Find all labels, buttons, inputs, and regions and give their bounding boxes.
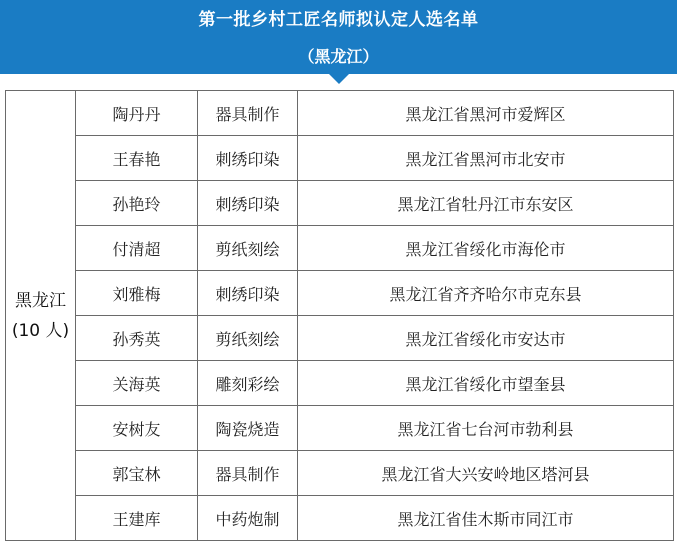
table-row [6,181,674,226]
craft-category-cell: 刺绣印染 [198,136,298,181]
location-cell: 黑龙江省七台河市勃利县 [298,406,674,451]
banner-pointer-icon [329,74,349,84]
craft-category-cell: 剪纸刻绘 [198,316,298,361]
location-cell: 黑龙江省大兴安岭地区塔河县 [298,451,674,496]
location-cell: 黑龙江省绥化市安达市 [298,316,674,361]
location-cell: 黑龙江省牡丹江市东安区 [298,181,674,226]
table-row [6,226,674,271]
person-name-cell: 关海英 [76,361,198,406]
candidate-table-body [6,91,674,541]
location-cell: 黑龙江省黑河市爱辉区 [298,91,674,136]
craft-category-cell: 刺绣印染 [198,181,298,226]
header-banner [0,0,677,74]
craft-category-cell: 陶瓷烧造 [198,406,298,451]
table-row [6,496,674,541]
location-cell: 黑龙江省黑河市北安市 [298,136,674,181]
table-row [6,91,674,136]
craft-category-cell: 器具制作 [198,91,298,136]
candidate-table [5,90,674,541]
craft-category-cell: 雕刻彩绘 [198,361,298,406]
table-row [6,361,674,406]
person-name-cell: 安树友 [76,406,198,451]
page-subtitle: （黑龙江） [298,47,379,66]
page-title: 第一批乡村工匠名师拟认定人选名单 [198,10,479,30]
craft-category-cell: 刺绣印染 [198,271,298,316]
person-name-cell: 陶丹丹 [76,91,198,136]
location-cell: 黑龙江省齐齐哈尔市克东县 [298,271,674,316]
location-cell: 黑龙江省绥化市海伦市 [298,226,674,271]
person-name-cell: 孙秀英 [76,316,198,361]
person-name-cell: 王春艳 [76,136,198,181]
person-name-cell: 王建库 [76,496,198,541]
person-name-cell: 孙艳玲 [76,181,198,226]
table-row [6,451,674,496]
craft-category-cell: 剪纸刻绘 [198,226,298,271]
person-name-cell: 郭宝林 [76,451,198,496]
location-cell: 黑龙江省绥化市望奎县 [298,361,674,406]
region-cell [6,91,76,541]
location-cell: 黑龙江省佳木斯市同江市 [298,496,674,541]
table-row [6,316,674,361]
table-row [6,136,674,181]
region-name: 黑龙江 [15,290,66,311]
person-name-cell: 刘雅梅 [76,271,198,316]
table-row [6,406,674,451]
table-row [6,271,674,316]
region-count: (10 人) [11,320,70,341]
person-name-cell: 付清超 [76,226,198,271]
candidate-table-container [5,90,673,541]
craft-category-cell: 器具制作 [198,451,298,496]
craft-category-cell: 中药炮制 [198,496,298,541]
